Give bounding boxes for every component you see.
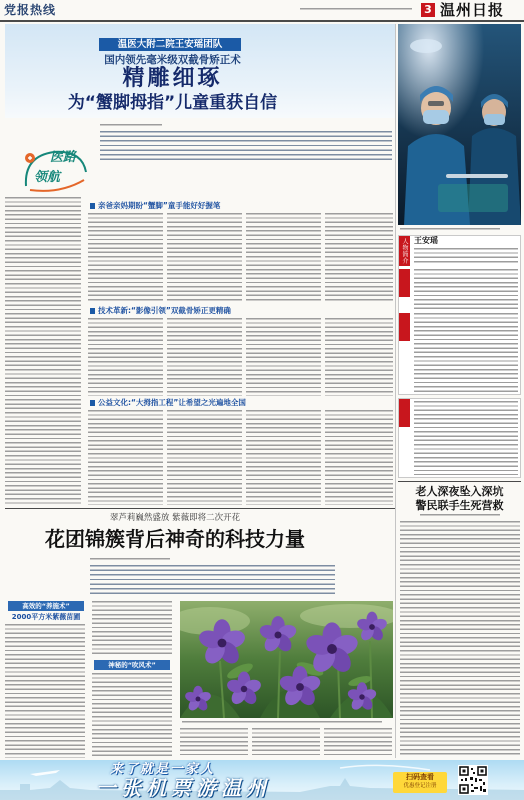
feature-body-column xyxy=(5,197,81,505)
rescue-byline xyxy=(420,514,500,518)
flower-subhead-subtitle: 2000平方米紫薇苗圃 xyxy=(11,613,81,621)
profile-text xyxy=(414,269,518,309)
feature-body-column xyxy=(325,213,393,303)
feature-body-column xyxy=(88,410,163,505)
flower-subhead: 高效的“养施术” xyxy=(8,601,84,611)
flower-body-column xyxy=(324,728,392,758)
feature-intro-text xyxy=(100,131,392,162)
ad-slogan-line-1: 来了就是一家人 xyxy=(110,762,216,777)
ad-call-to-action xyxy=(393,772,447,793)
flower-byline xyxy=(90,558,170,562)
photo-caption xyxy=(400,228,500,232)
flower-kicker: 翠芦莉巍然盛放 紫薇即将二次开花 xyxy=(109,513,241,523)
flower-photo-image xyxy=(180,601,393,718)
feature-banner: 温医大附二院王安瑶团队 xyxy=(99,38,241,51)
qr-code-icon xyxy=(458,765,488,795)
ad-cta-label: 扫码查看 xyxy=(406,773,434,781)
photo-caption xyxy=(182,721,382,725)
header-rule xyxy=(0,20,524,22)
expert-tag-marker xyxy=(399,399,410,427)
feature-body-column xyxy=(325,318,393,396)
feature-body-column xyxy=(167,318,242,396)
profile-text xyxy=(414,313,518,392)
flower-headline: 花团锦簇背后神奇的科技力量 xyxy=(45,527,305,551)
flower-body-column xyxy=(92,673,172,758)
column-logo xyxy=(20,146,92,194)
feature-body-column xyxy=(167,213,242,303)
column-logo-line-1: 医路 xyxy=(50,150,77,165)
profile-name: 王安瑶 xyxy=(414,236,438,245)
flower-body-column xyxy=(180,728,248,758)
feature-headline-line-2: 为“蟹脚拇指”儿童重获自信 xyxy=(67,93,278,113)
flower-body-column xyxy=(252,728,320,758)
flower-body-column xyxy=(5,624,85,758)
flower-subhead: 神秘的“吹风术” xyxy=(94,660,170,670)
profile-tag-marker xyxy=(399,313,410,341)
rescue-headline-line-2: 警民联手生死营救 xyxy=(415,499,504,512)
surgery-photo xyxy=(398,24,521,225)
feature-section-heading: 公益文化:“大拇指工程”让希望之光遍地全国 xyxy=(90,398,390,408)
flower-body-column xyxy=(92,601,172,656)
feature-body-column xyxy=(246,318,321,396)
flower-intro-text xyxy=(90,565,335,596)
issue-info-text xyxy=(300,8,412,12)
feature-section-heading: 技术革新:“影像引领”双截骨矫正更精确 xyxy=(90,306,390,316)
surgery-photo-image xyxy=(398,24,521,225)
rescue-headline-line-1: 老人深夜坠入深坑 xyxy=(415,485,504,498)
profile-tag: 人物简介 xyxy=(401,238,408,264)
newspaper-logo: 温州日报 xyxy=(440,1,505,19)
feature-body-column xyxy=(88,318,163,396)
page-number: 3 xyxy=(421,3,435,17)
expert-text xyxy=(414,401,518,475)
feature-body-column xyxy=(167,410,242,505)
feature-body-column xyxy=(88,213,163,303)
section-name: 党报热线 xyxy=(4,3,57,17)
feature-section-heading: 亲爸亲妈期盼“蟹脚”童手能好好握笔 xyxy=(90,201,390,211)
column-divider xyxy=(395,24,396,758)
feature-byline xyxy=(100,124,162,128)
feature-headline-line-1: 精雕细琢 xyxy=(122,66,223,91)
rescue-body-text xyxy=(400,521,520,757)
article-divider xyxy=(398,481,521,482)
feature-subtitle: 国内领先毫米级双截骨矫正术 xyxy=(104,54,241,66)
column-logo-line-2: 领航 xyxy=(34,170,61,185)
flower-photo xyxy=(180,601,393,718)
ad-slogan-line-2: 一张机票游温州 xyxy=(96,776,271,800)
profile-tag-marker xyxy=(399,269,410,297)
profile-text xyxy=(414,248,518,265)
ad-cta-sublabel: 优惠登记注册 xyxy=(403,783,437,789)
feature-body-column xyxy=(246,213,321,303)
feature-body-column xyxy=(246,410,321,505)
article-divider xyxy=(5,508,395,509)
feature-body-column xyxy=(325,410,393,505)
tourism-ad-banner xyxy=(0,760,524,800)
